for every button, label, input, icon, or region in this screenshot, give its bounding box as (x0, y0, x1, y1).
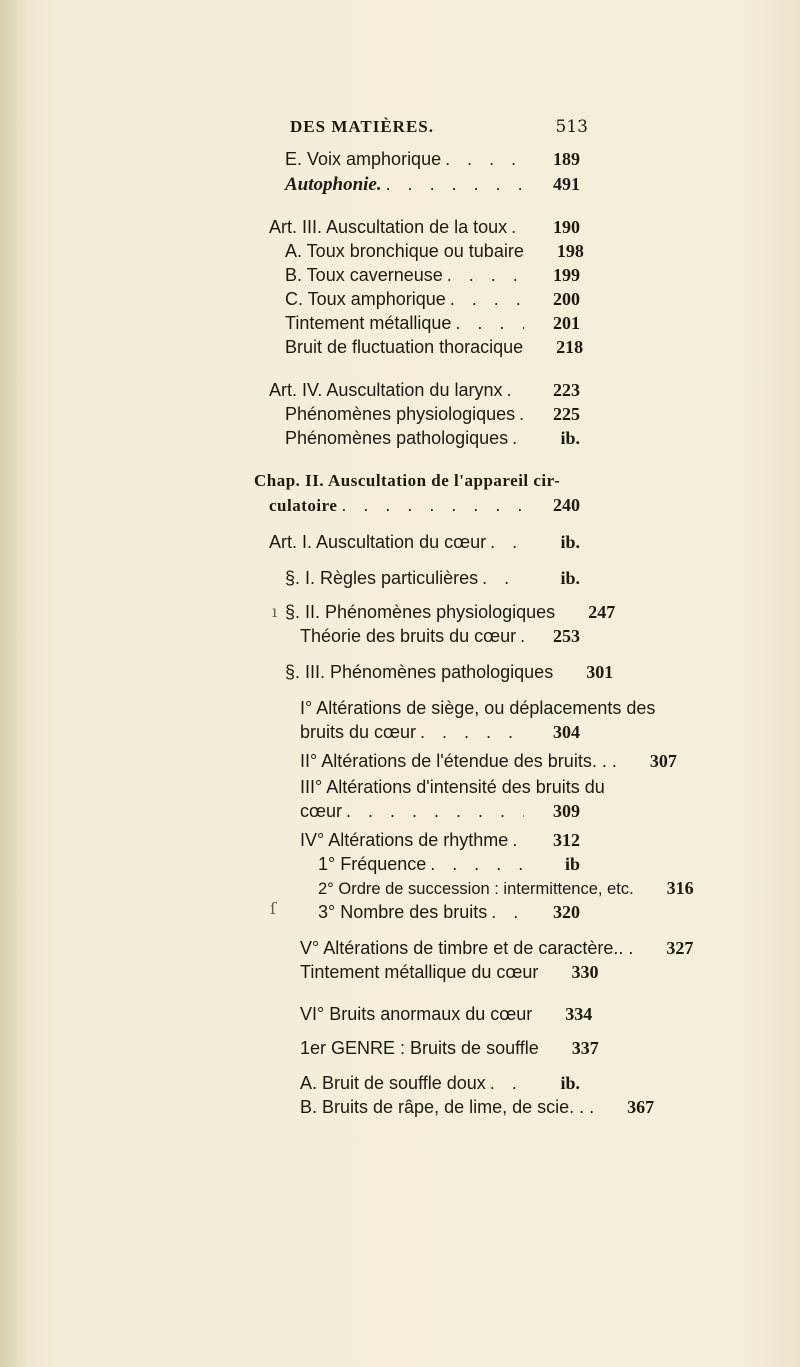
entry-page: 307 (649, 751, 677, 771)
toc-entry (300, 624, 580, 648)
entry-page: ib. (560, 428, 580, 448)
dot-leader (455, 311, 524, 335)
entry-page: ib (564, 854, 580, 874)
toc-entry (269, 215, 580, 239)
entry-page: 198 (556, 241, 584, 261)
toc-entry (285, 660, 614, 684)
entry-text: B. Bruits de râpe, de lime, de scie. . . (300, 1097, 595, 1117)
entry-page: 320 (553, 902, 580, 922)
dot-leader (450, 287, 524, 311)
entry-page: ib. (560, 1073, 580, 1093)
toc-entry (285, 263, 580, 287)
entry-page: 312 (553, 830, 580, 850)
toc-entry (300, 1002, 593, 1026)
entry-page: 253 (553, 626, 580, 646)
entry-text-line: I° Altérations de siège, ou déplacements des (300, 698, 656, 718)
toc-entry (300, 828, 580, 852)
toc-entry (285, 287, 580, 311)
entry-text: IV° Altérations de rhythme (300, 830, 509, 850)
entry-text: Phénomènes physiologiques (285, 404, 516, 424)
toc-entry (285, 172, 580, 196)
entry-text: A. Bruit de souffle doux (300, 1073, 486, 1093)
toc-entry (285, 402, 580, 426)
toc-entry (300, 749, 677, 773)
toc-entry (300, 1036, 599, 1060)
entry-page: 199 (553, 265, 580, 285)
entry-page: 304 (553, 722, 580, 742)
dot-leader (420, 720, 524, 744)
toc-entry (300, 799, 580, 823)
entry-text: II° Altérations de l'étendue des bruits. . . (300, 751, 617, 771)
toc-entry (300, 936, 694, 960)
entry-page: 309 (553, 801, 580, 821)
entry-page: 223 (553, 380, 580, 400)
toc-entry (269, 530, 580, 554)
dot-leader (519, 402, 524, 426)
dot-leader (346, 799, 524, 823)
toc-entry (300, 1095, 655, 1119)
dot-leader (512, 828, 524, 852)
entry-page: 200 (553, 289, 580, 309)
toc-entry (269, 378, 580, 402)
entry-text: Art. IV. Auscultation du larynx (269, 380, 503, 400)
entry-text: A. Toux bronchique ou tubaire (285, 241, 524, 261)
running-head-title: DES MATIÈRES. (290, 117, 434, 136)
toc-entry (285, 426, 580, 450)
toc-entry (285, 335, 584, 359)
entry-text: B. Toux caverneuse (285, 265, 443, 285)
toc-entry (269, 493, 580, 517)
entry-page: 316 (666, 878, 694, 898)
entry-text: §. III. Phénomènes pathologiques (285, 662, 554, 682)
entry-text: Art. I. Auscultation du cœur (269, 532, 487, 552)
entry-text: V° Altérations de timbre et de caractère.. . (300, 938, 634, 958)
entry-page: ib. (560, 568, 580, 588)
entry-text: Autophonie. (285, 174, 382, 195)
entry-text: Phénomènes pathologiques (285, 428, 509, 448)
entry-page: 218 (556, 337, 584, 357)
entry-text: VI° Bruits anormaux du cœur (300, 1004, 533, 1024)
margin-mark: ſ (270, 899, 276, 918)
dot-leader (430, 852, 524, 876)
dot-leader (511, 215, 524, 239)
dot-leader (445, 147, 524, 171)
toc-entry (300, 720, 580, 744)
toc-entry (285, 600, 616, 624)
page-number: 513 (555, 117, 588, 137)
entry-text: E. Voix amphorique (285, 149, 442, 169)
toc-entry (300, 1071, 580, 1095)
entry-text: 1° Fréquence (318, 854, 427, 874)
dot-leader (491, 900, 524, 924)
entry-text-line: III° Altérations d'intensité des bruits du (300, 777, 605, 797)
entry-text: C. Toux amphorique (285, 289, 446, 309)
chapter-heading: Chap. II. Auscultation de l'appareil cir- (254, 471, 561, 490)
entry-page: 190 (553, 217, 580, 237)
dot-leader (506, 378, 524, 402)
entry-page: 247 (588, 602, 616, 622)
toc-entry (285, 566, 580, 590)
toc-entry (318, 876, 694, 900)
entry-page: 201 (553, 313, 580, 333)
toc-entry (285, 239, 584, 263)
running-head (0, 117, 800, 141)
entry-text: Tintement métallique (285, 313, 452, 333)
entry-page: 334 (565, 1004, 593, 1024)
dot-leader (520, 624, 524, 648)
entry-text: Bruit de fluctuation thoracique (285, 337, 524, 357)
entry-page: 189 (553, 149, 580, 169)
entry-page: 301 (586, 662, 614, 682)
entry-text: cœur (300, 801, 342, 821)
entry-text: culatoire (269, 496, 338, 515)
dot-leader (490, 1071, 524, 1095)
entry-text: bruits du cœur (300, 722, 417, 742)
toc-entry (285, 311, 580, 335)
entry-page: ib. (560, 532, 580, 552)
dot-leader (386, 172, 524, 196)
toc-entry (318, 900, 580, 924)
entry-page: 327 (666, 938, 694, 958)
dot-leader (490, 530, 524, 554)
entry-text: §. II. Phénomènes physiologiques (285, 602, 556, 622)
entry-page: 240 (553, 495, 580, 515)
dot-leader (447, 263, 524, 287)
dot-leader (341, 493, 524, 517)
entry-text: 2° Ordre de succession : intermittence, etc. (318, 880, 634, 898)
entry-page: 491 (553, 174, 580, 194)
entry-text: Théorie des bruits du cœur (300, 626, 517, 646)
dot-leader (512, 426, 524, 450)
entry-text: §. I. Règles particulières (285, 568, 479, 588)
entry-page: 225 (553, 404, 580, 424)
entry-page: 337 (571, 1038, 599, 1058)
toc-entry (300, 960, 599, 984)
entry-text: Tintement métallique du cœur (300, 962, 539, 982)
margin-mark: ı (272, 602, 278, 621)
entry-text: 3° Nombre des bruits (318, 902, 488, 922)
page-gutter (0, 0, 26, 1367)
toc-entry (285, 147, 580, 171)
entry-text: Art. III. Auscultation de la toux (269, 217, 508, 237)
entry-page: 367 (627, 1097, 655, 1117)
toc-entry (318, 852, 580, 876)
dot-leader (482, 566, 524, 590)
entry-text: 1er GENRE : Bruits de souffle (300, 1038, 539, 1058)
entry-page: 330 (571, 962, 599, 982)
